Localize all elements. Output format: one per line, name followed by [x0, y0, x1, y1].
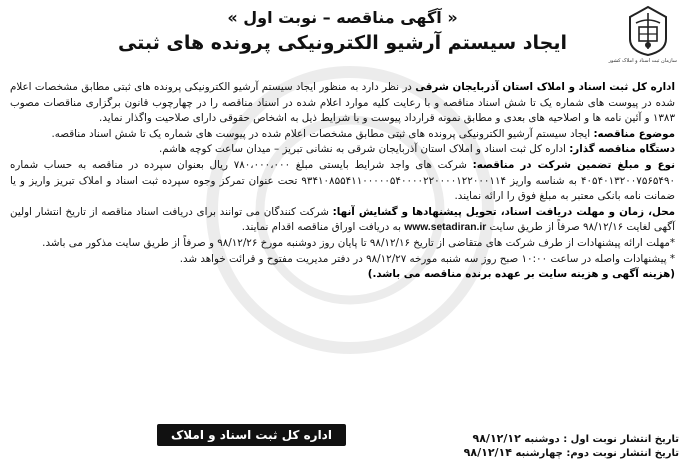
first-publication-date: ۹۸/۱۲/۱۲ [472, 432, 521, 445]
organization-logo [608, 5, 677, 73]
organizer-text: اداره کل ثبت اسناد و املاک استان آذربایجان شرقی به نشانی تبریز – میدان ساعت کوچه هاشم. [159, 143, 570, 156]
second-publication: تاریخ انتشار نوبت دوم: چهارشنبه ۹۸/۱۲/۱۴ [463, 446, 679, 459]
intro-text: در نظر دارد به منظور ایجاد سیستم آرشیو الکترونیکی پرونده های ثبتی مطابق مشخصات اعلام شده در پیوست های شماره یک تا شش اسناد مناقصه و با رعایت کلیه موارد اعلام شده در اسناد مناقصه را در چهارچوب قانون برگزاری مناقصات مصوب ۱۳۸۳ و آئین نامه ها و اصلاحیه های بعدی و مطابق نمونه قرارداد پیوست و با شرایط ذیل به اشخاص حقوقی دارای صلاحیت واگذار نماید. [10, 81, 675, 125]
website-link[interactable]: www.setadiran.ir [404, 222, 487, 234]
guarantee-text: شرکت های واجد شرایط بایستی مبلغ ۷۸۰،۰۰۰،۰۰۰ ریال بعنوان سپرده در مناقصه به حساب شماره ۴۰۵۴۰۱۳۲۰۰۷۵۶۵۴۹۰ به شناسه واریز ۹۳۴۱۰۸۵۵۴۱۱۰۰۰۰۰۵۴۰۰۰۰۲۲۰۰۰۰۱۲۲۰۰۰۱۱۴ تحت عنوان تمرکز وجوه سپرده ثبت اسناد و املاک تبریز واریز و یا ضمانت نامه بانکی معتبر به مبلغ فوق را ارائه نمایند. [10, 158, 676, 203]
organizer-paragraph [10, 142, 675, 158]
subject-text: ایجاد سیستم آرشیو الکترونیکی پرونده های ثبتی مطابق مشخصات اعلام شده در پیوست های شماره یک تا شش اسناد مناقصه. [51, 127, 594, 140]
notice-title: « آگهی مناقصه – نوبت اول » [227, 8, 458, 27]
subject-label: موضوع مناقصه: [593, 127, 675, 140]
registry-emblem-icon [626, 5, 670, 57]
intro-org: اداره کل ثبت اسناد و املاک استان آذربایجان شرقی [415, 81, 675, 93]
logo-caption: سازمان ثبت اسناد و املاک کشور [608, 58, 677, 64]
first-publication: تاریخ انتشار نوبت اول : دوشنبه ۹۸/۱۲/۱۲ [472, 432, 679, 445]
organizer-label: دستگاه مناقصه گذار: [569, 143, 675, 156]
organization-footer-box: اداره کل ثبت اسناد و املاک استان آذربایجان شرقی [157, 424, 346, 446]
place-paragraph [10, 205, 675, 236]
intro-paragraph [10, 80, 675, 127]
place-label: محل، زمان و مهلت دریافت اسناد، تحویل پیشنهادها و گشایش آنها: [332, 205, 675, 218]
publication-dates [449, 432, 679, 460]
place-text-2: به دریافت اوراق مناقصه اقدام نمایند. [241, 221, 405, 234]
notice-subtitle: ایجاد سیستم آرشیو الکترونیکی پرونده های ثبتی [117, 32, 568, 54]
notice-body [10, 80, 675, 283]
second-publication-date: ۹۸/۱۲/۱۴ [463, 446, 512, 459]
subject-paragraph [10, 127, 675, 143]
deadline-bullet: *مهلت ارائه پیشنهادات از طرف شرکت های متقاضی از تاریخ ۹۸/۱۲/۱۶ تا پایان روز دوشنبه مورخ ۹۸/۱۲/۲۶ و صرفاً از طریق سایت مذکور می باشد. [42, 236, 675, 249]
opening-bullet: * پیشنهادات واصله در ساعت ۱۰:۰۰ صبح روز سه شنبه مورخه ۹۸/۱۲/۲۷ در دفتر مدیریت مفتوح و قرائت خواهد شد. [179, 252, 675, 265]
place-text: شرکت کنندگان می توانند برای دریافت اسناد مناقصه از تاریخ انتشار اولین آگهی لغایت ۹۸/۱۲/۱۶ صرفاً از طریق سایت [10, 205, 675, 234]
guarantee-paragraph [10, 158, 675, 205]
cost-note: (هزینه آگهی و هزینه سایت بر عهده برنده مناقصه می باشد.) [367, 268, 675, 281]
guarantee-label: نوع و مبلغ تضمین شرکت در مناقصه: [472, 158, 675, 171]
